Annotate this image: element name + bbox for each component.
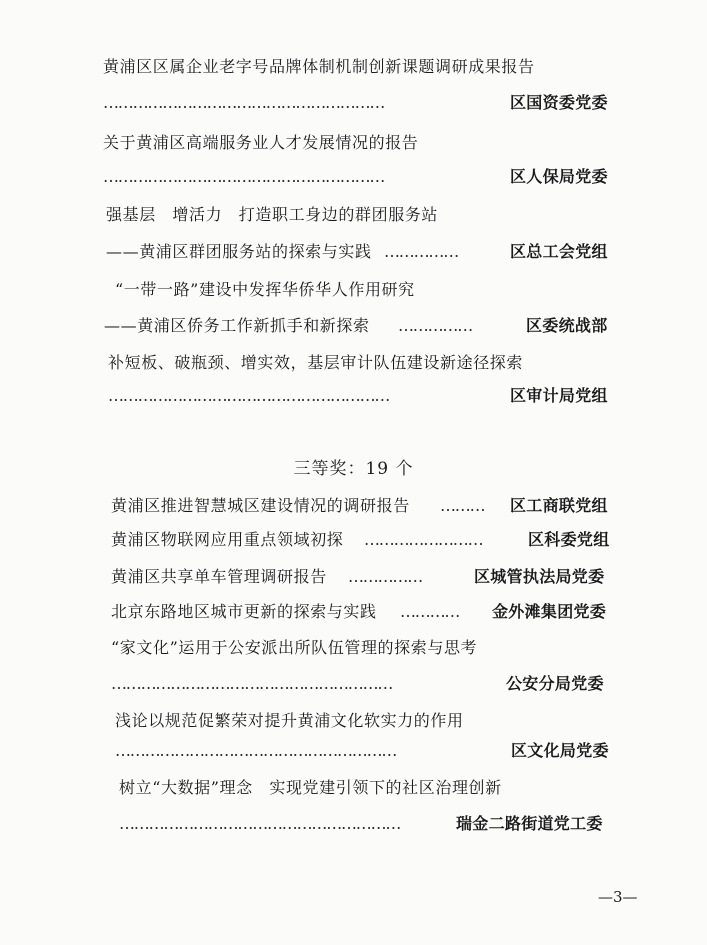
entry-title: 浅论以规范促繁荣对提升黄浦文化软实力的作用 [115, 711, 464, 730]
entry-title: 北京东路地区城市更新的探索与实践 [111, 602, 377, 621]
dot-leader: …………… [398, 316, 473, 335]
entry-title: 黄浦区共享单车管理调研报告 [111, 567, 327, 586]
entry-title: 补短板、破瓶颈、增实效，基层审计队伍建设新途径探索 [108, 353, 524, 372]
entry-title: 强基层 增活力 打造职工身边的群团服务站 [106, 205, 439, 224]
dot-leader: ………………………………………………… [115, 741, 397, 760]
entry-unit: 区委统战部 [526, 316, 608, 335]
entry-title: 关于黄浦区高端服务业人才发展情况的报告 [103, 133, 419, 152]
entry-unit: 区城管执法局党委 [474, 567, 605, 586]
entry-unit: 区文化局党委 [511, 741, 609, 760]
entry-title: “一带一路”建设中发挥华侨华人作用研究 [115, 280, 415, 299]
entry-unit: 金外滩集团党委 [492, 602, 607, 621]
section-heading: 三等奖：19 个 [293, 459, 414, 479]
entry-title: 黄浦区物联网应用重点领域初探 [111, 530, 344, 549]
dot-leader: …………… [384, 242, 459, 261]
entry-unit: 区审计局党组 [510, 386, 608, 405]
dot-leader: …………………… [364, 530, 483, 549]
entry-unit: 区工商联党组 [510, 496, 608, 515]
dot-leader: ………… [400, 602, 460, 621]
entry-title: 黄浦区区属企业老字号品牌体制机制创新课题调研成果报告 [103, 57, 535, 76]
entry-unit: 瑞金二路街道党工委 [456, 814, 603, 833]
dot-leader: ………………………………………………… [108, 386, 390, 405]
dot-leader: …………… [348, 567, 423, 586]
entry-unit: 区国资委党委 [510, 93, 608, 112]
dot-leader: ………………………………………………… [111, 674, 393, 693]
dot-leader: ………………………………………………… [119, 814, 401, 833]
entry-unit: 公安分局党委 [506, 674, 604, 693]
page-number: —3— [598, 888, 638, 906]
entry-title: 黄浦区推进智慧城区建设情况的调研报告 [111, 496, 410, 515]
entry-subtitle: ——黄浦区群团服务站的探索与实践 [106, 242, 372, 261]
dot-leader: ………………………………………………… [103, 167, 385, 186]
entry-unit: 区总工会党组 [510, 242, 608, 261]
entry-unit: 区人保局党委 [510, 167, 608, 186]
dot-leader: ……… [440, 496, 485, 515]
entry-title: 树立“大数据”理念 实现党建引领下的社区治理创新 [119, 778, 502, 797]
entry-subtitle: ——黄浦区侨务工作新抓手和新探索 [104, 316, 370, 335]
entry-title: “家文化”运用于公安派出所队伍管理的探索与思考 [111, 638, 478, 657]
entry-unit: 区科委党组 [528, 530, 610, 549]
dot-leader: ………………………………………………… [103, 93, 385, 112]
